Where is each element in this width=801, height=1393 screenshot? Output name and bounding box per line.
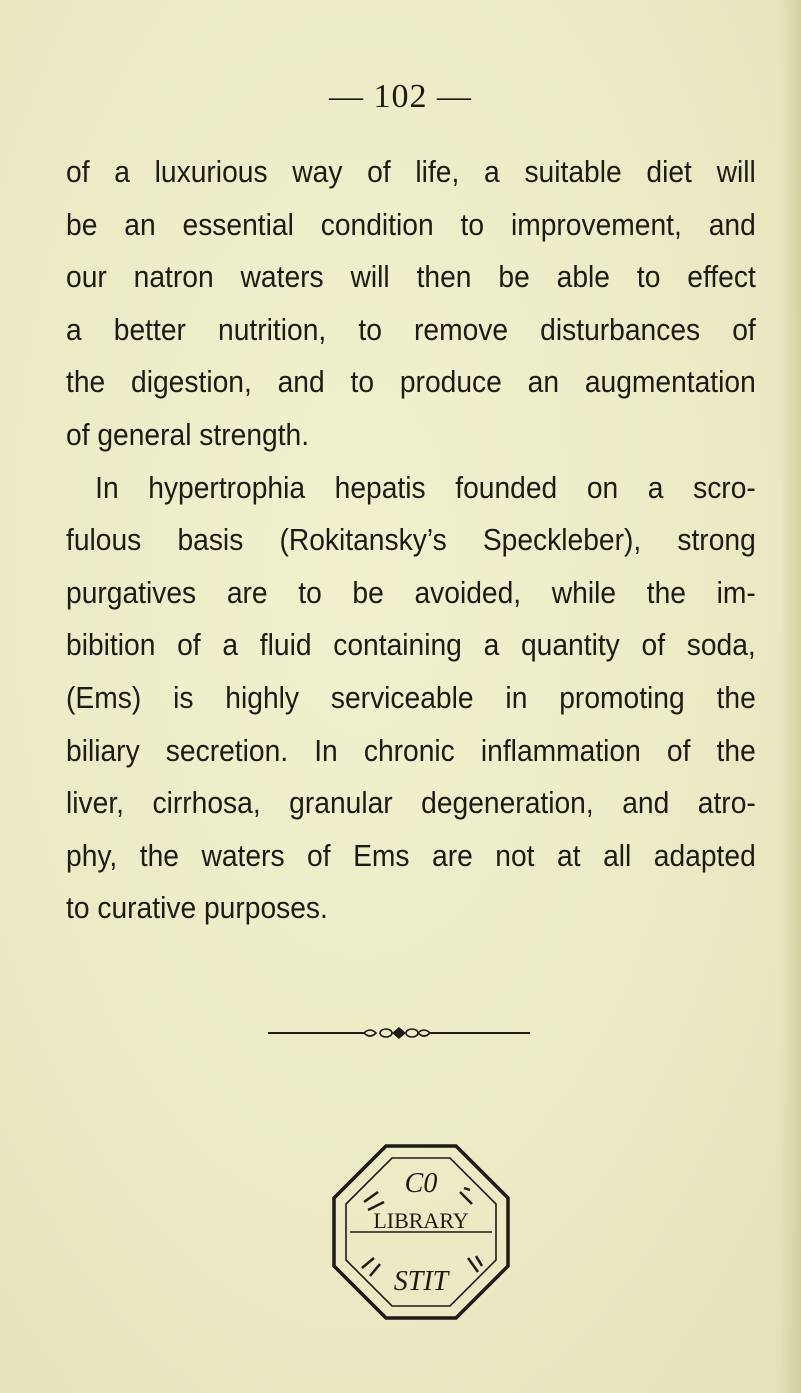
stamp-bottom-text: STIT [393, 1266, 449, 1297]
text-line: phy, the waters of Ems are not at all adapted [66, 837, 756, 873]
page-edge-shadow [779, 0, 801, 1393]
text-line: In hypertrophia hepatis founded on a scro- [95, 469, 756, 505]
page-number: — 102 — [329, 78, 472, 115]
text-line: the digestion, and to produce an augmentation [66, 364, 756, 400]
text-line: bibition of a fluid containing a quantity of soda, [66, 627, 756, 663]
body-text [66, 146, 756, 935]
text-line: be an essential condition to improvement, and [66, 206, 756, 242]
text-line: our natron waters will then be able to effect [66, 259, 756, 295]
stamp-top-text: C0 [404, 1168, 438, 1199]
text-line: biliary secretion. In chronic inflammation of the [66, 732, 756, 768]
text-line: of a luxurious way of life, a suitable diet will [66, 154, 756, 189]
text-line: liver, cirrhosa, granular degeneration, and atro- [66, 785, 756, 821]
text-line: purgatives are to be avoided, while the im- [66, 574, 756, 610]
text-line: (Ems) is highly serviceable in promoting the [66, 679, 756, 715]
library-stamp-seal [328, 1140, 514, 1324]
text-line: to curative purposes. [66, 890, 328, 926]
text-line: fulous basis (Rokitansky’s Speckleber), strong [66, 522, 756, 558]
section-divider-ornament [268, 1025, 530, 1041]
stamp-middle-text: LIBRARY [373, 1208, 469, 1233]
text-line: of general strength. [66, 416, 310, 452]
text-line: a better nutrition, to remove disturbances of [66, 311, 756, 347]
